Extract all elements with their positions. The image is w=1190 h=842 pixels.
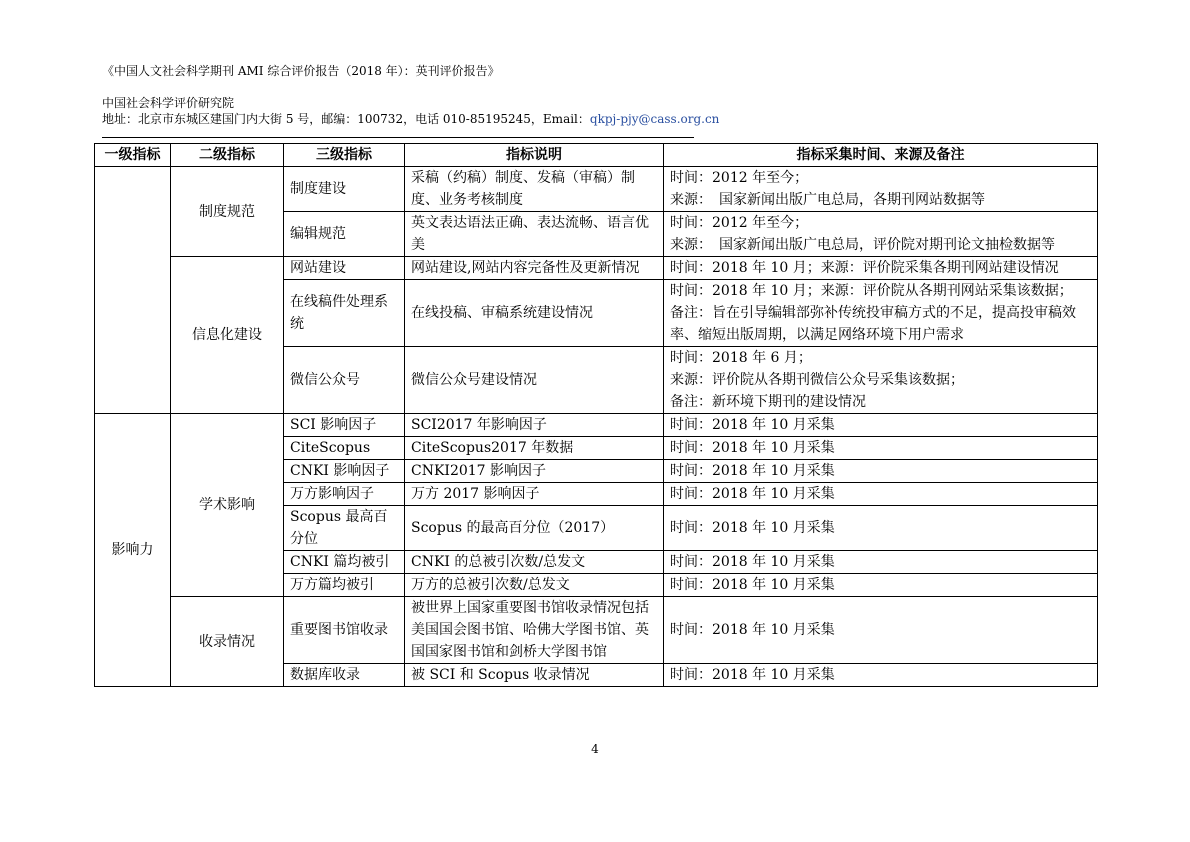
header-level2: 二级指标 <box>171 144 284 167</box>
header-description: 指标说明 <box>405 144 664 167</box>
note-line: 来源： 国家新闻出版广电总局，评价院对期刊论文抽检数据等 <box>670 237 1055 253</box>
note-cell <box>664 257 1098 280</box>
note-cell <box>664 437 1098 460</box>
report-title: 《中国人文社会科学期刊 AMI 综合评价报告（2018 年）：英刊评价报告》 <box>102 64 500 78</box>
note-cell <box>664 167 1098 212</box>
note-line: 时间：2018 年 10 月采集 <box>670 440 835 456</box>
level3-cell: 网站建设 <box>284 257 405 280</box>
description-cell: 在线投稿、审稿系统建设情况 <box>405 280 664 347</box>
table-header-row <box>95 144 1098 167</box>
level2-cell: 制度规范 <box>171 167 284 257</box>
note-line: 来源： 国家新闻出版广电总局，各期刊网站数据等 <box>670 192 985 208</box>
description-cell: 被世界上国家重要图书馆收录情况包括美国国会图书馆、哈佛大学图书馆、英国国家图书馆和剑桥大学图书馆 <box>405 597 664 664</box>
note-line: 时间：2018 年 10 月采集 <box>670 667 835 683</box>
organization-name: 中国社会科学评价研究院 <box>102 96 235 110</box>
note-line: 备注：旨在引导编辑部弥补传统投审稿方式的不足，提高投审稿效率、缩短出版周期，以满足网络环境下用户需求 <box>670 305 1076 343</box>
note-cell <box>664 664 1098 687</box>
description-cell: CNKI2017 影响因子 <box>405 460 664 483</box>
note-line: 来源：评价院从各期刊微信公众号采集该数据； <box>670 372 964 388</box>
level3-cell: Scopus 最高百分位 <box>284 506 405 551</box>
description-cell: 微信公众号建设情况 <box>405 347 664 414</box>
note-cell <box>664 551 1098 574</box>
level3-cell: CiteScopus <box>284 437 405 460</box>
note-line: 时间：2018 年 10 月采集 <box>670 554 835 570</box>
note-cell <box>664 414 1098 437</box>
level3-cell: 重要图书馆收录 <box>284 597 405 664</box>
email-link[interactable]: qkpj-pjy@cass.org.cn <box>589 112 720 126</box>
note-cell <box>664 506 1098 551</box>
description-cell: 英文表达语法正确、表达流畅、语言优美 <box>405 212 664 257</box>
note-line: 时间：2018 年 10 月采集 <box>670 463 835 479</box>
level3-cell: CNKI 篇均被引 <box>284 551 405 574</box>
description-cell: 采稿（约稿）制度、发稿（审稿）制度、业务考核制度 <box>405 167 664 212</box>
level3-cell: 万方影响因子 <box>284 483 405 506</box>
note-line: 时间：2018 年 10 月；来源：评价院采集各期刊网站建设情况 <box>670 260 1059 276</box>
header-level3: 三级指标 <box>284 144 405 167</box>
level3-cell: 数据库收录 <box>284 664 405 687</box>
table-row <box>95 597 1098 664</box>
description-cell: SCI2017 年影响因子 <box>405 414 664 437</box>
description-cell: 网站建设,网站内容完备性及更新情况 <box>405 257 664 280</box>
note-line: 时间：2012 年至今； <box>670 215 809 231</box>
level3-cell: 万方篇均被引 <box>284 574 405 597</box>
level1-cell <box>95 167 171 414</box>
description-cell: CNKI 的总被引次数/总发文 <box>405 551 664 574</box>
level2-cell: 收录情况 <box>171 597 284 687</box>
note-line: 时间：2018 年 10 月采集 <box>670 577 835 593</box>
description-cell: 万方 2017 影响因子 <box>405 483 664 506</box>
note-cell <box>664 280 1098 347</box>
level3-cell: 制度建设 <box>284 167 405 212</box>
level3-cell: 在线稿件处理系统 <box>284 280 405 347</box>
description-cell: 被 SCI 和 Scopus 收录情况 <box>405 664 664 687</box>
note-cell <box>664 483 1098 506</box>
address-text: 地址：北京市东城区建国门内大街 5 号，邮编：100732，电话 010-85195245，Email： <box>102 112 590 126</box>
page-number: 4 <box>591 742 599 756</box>
note-line: 时间：2012 年至今； <box>670 170 809 186</box>
header-collection-notes: 指标采集时间、来源及备注 <box>664 144 1098 167</box>
note-cell <box>664 597 1098 664</box>
indicator-table <box>94 143 1098 687</box>
note-cell <box>664 574 1098 597</box>
level3-cell: 编辑规范 <box>284 212 405 257</box>
note-cell <box>664 212 1098 257</box>
note-line: 时间：2018 年 10 月；来源：评价院从各期刊网站采集该数据； <box>670 283 1073 299</box>
level3-cell: 微信公众号 <box>284 347 405 414</box>
level1-cell: 影响力 <box>95 414 171 687</box>
note-line: 时间：2018 年 10 月采集 <box>670 622 835 638</box>
level3-cell: SCI 影响因子 <box>284 414 405 437</box>
note-line: 时间：2018 年 6 月； <box>670 350 812 366</box>
header-divider <box>102 137 694 138</box>
table-row <box>95 257 1098 280</box>
note-cell <box>664 460 1098 483</box>
level2-cell: 学术影响 <box>171 414 284 597</box>
description-cell: CiteScopus2017 年数据 <box>405 437 664 460</box>
note-line: 时间：2018 年 10 月采集 <box>670 520 835 536</box>
table-row <box>95 167 1098 212</box>
address-line <box>102 112 719 126</box>
header-level1: 一级指标 <box>95 144 171 167</box>
note-line: 时间：2018 年 10 月采集 <box>670 486 835 502</box>
note-line: 备注：新环境下期刊的建设情况 <box>670 394 866 410</box>
level2-cell: 信息化建设 <box>171 257 284 414</box>
note-line: 时间：2018 年 10 月采集 <box>670 417 835 433</box>
note-cell <box>664 347 1098 414</box>
description-cell: Scopus 的最高百分位（2017） <box>405 506 664 551</box>
level3-cell: CNKI 影响因子 <box>284 460 405 483</box>
description-cell: 万方的总被引次数/总发文 <box>405 574 664 597</box>
table-row <box>95 414 1098 437</box>
